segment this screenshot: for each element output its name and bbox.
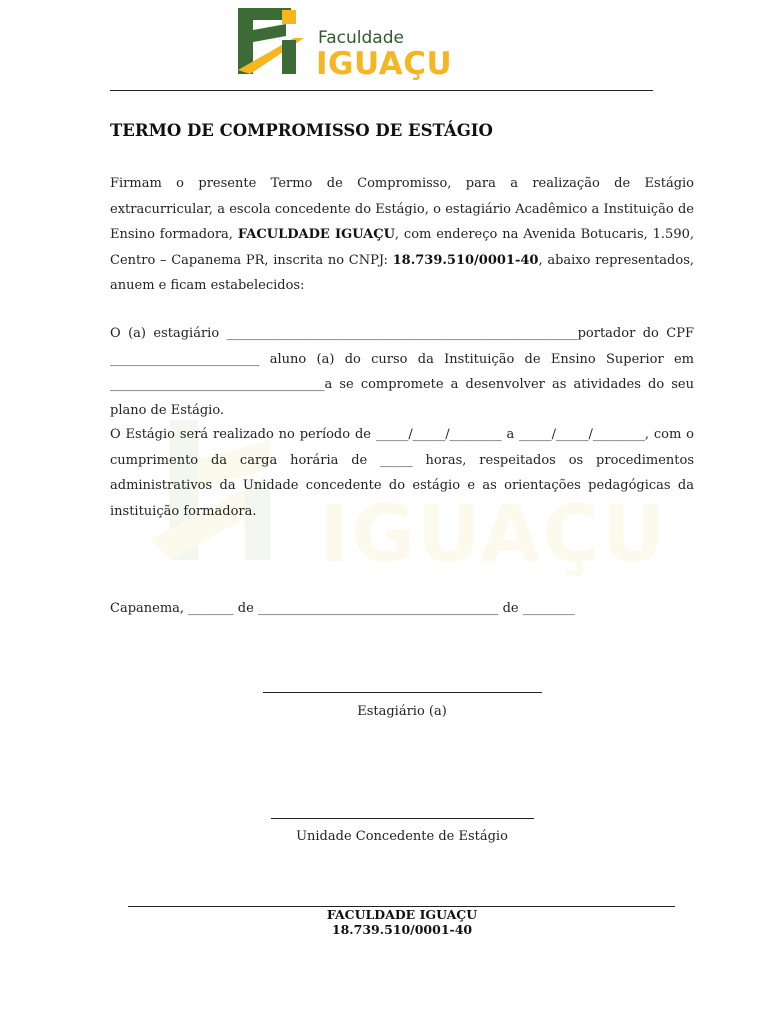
intro-text-1: Firmam o presente Termo de Compromisso, para a realização de Estágio extracurricular, a escola concedente do Estágio, o estagiário Acadêmico a Instituição de Ensino formadora, [110,176,694,242]
intro-paragraph [110,171,694,299]
institution-name: FACULDADE IGUAÇU [237,227,395,242]
intern-signature-label: Estagiário (a) [357,704,447,719]
institution-cnpj: 18.739.510/0001-40 [392,252,539,268]
intern-paragraph: O (a) estagiário ______________________________________________________portador do CPF _______________________ aluno (a) do curso da Instituição de Ensino Superior em _________________________________a se compromete a desenvolver as atividades do seu plano de Estágio. [110,326,694,418]
period-paragraph: O Estágio será realizado no período de _____/_____/________ a _____/_____/________, com o cumprimento da carga horária de _____ horas, respeitados os procedimentos administrativos da Unidade concedente do estágio e as orientações pedagógicas da instituição formadora. [110,427,694,519]
footer-institution-name: FACULDADE IGUAÇU [326,907,478,922]
logo-big-text: IGUAÇU [316,46,453,82]
header-divider [110,90,653,91]
footer-cnpj: 18.739.510/0001-40 [331,922,473,937]
date-line: Capanema, _______ de _____________________________________ de ________ [110,601,575,616]
unit-signature-line [271,818,534,819]
logo-mark-icon [236,8,308,76]
intern-signature-line [263,692,542,693]
intro-text-2: , com endereço na Avenida Botucaris, 1.590, Centro – Capanema PR, inscrita no CNPJ: [110,227,694,268]
unit-signature-label: Unidade Concedente de Estágio [296,829,508,844]
logo-small-text: Faculdade [318,28,404,48]
watermark-text: IGUAÇU [320,490,667,580]
faculdade-iguacu-logo [236,8,476,80]
intro-text-3: , abaixo representados, anuem e ficam estabelecidos: [110,252,694,293]
document-title: TERMO DE COMPROMISSO DE ESTÁGIO [110,121,493,140]
